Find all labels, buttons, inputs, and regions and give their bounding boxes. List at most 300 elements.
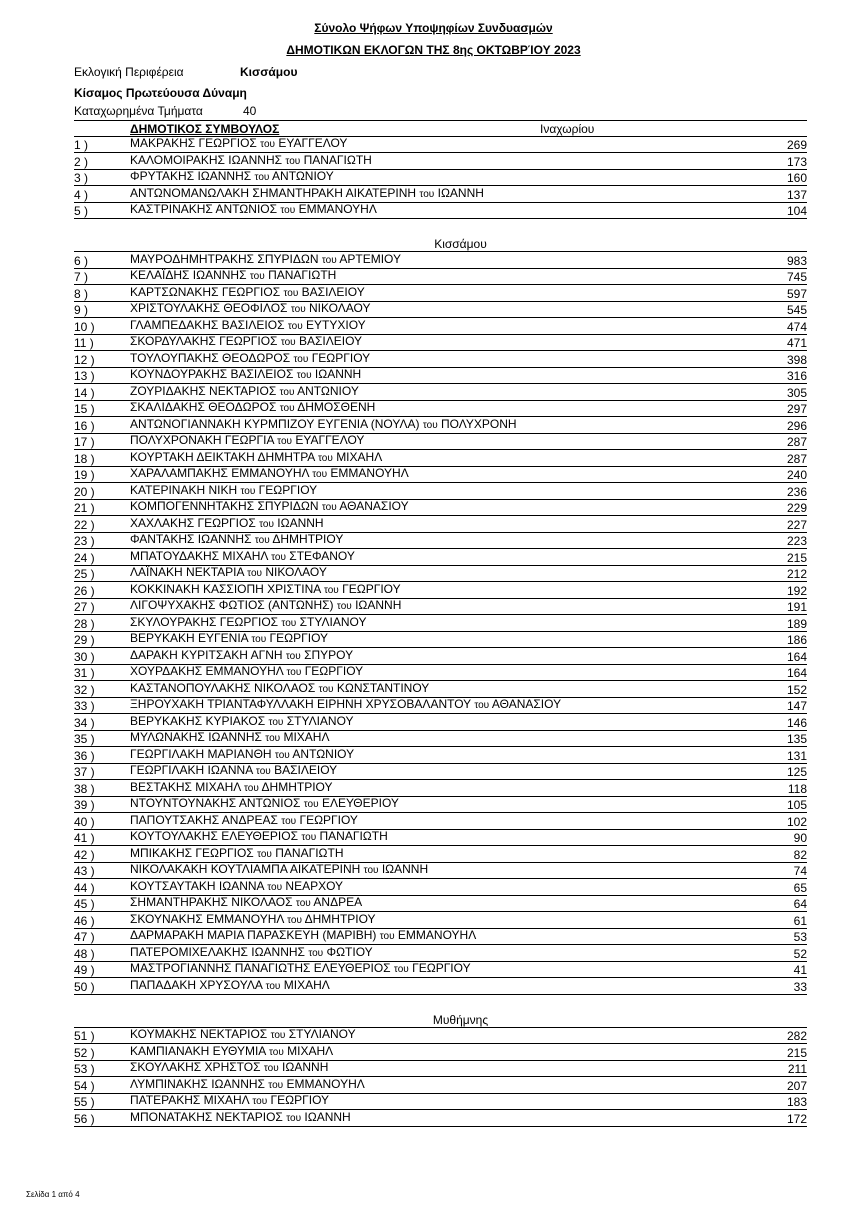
candidate-parent-name: ΕΜΜΑΝΟΥΗΛ	[330, 466, 409, 480]
row-number: 21 )	[74, 501, 95, 515]
row-number: 26 )	[74, 583, 95, 598]
candidate-name	[130, 334, 747, 350]
candidate-name	[130, 697, 747, 713]
patronymic-connector: του	[379, 931, 395, 942]
table-row	[74, 879, 807, 896]
candidate-name	[130, 301, 747, 317]
candidate-parent-name: ΣΤΥΛΙΑΝΟΥ	[299, 614, 367, 629]
patronymic-connector: του	[312, 469, 328, 480]
patronymic-connector: του	[280, 337, 296, 348]
candidate-name	[130, 681, 747, 697]
patronymic-connector: του	[308, 947, 324, 959]
candidate-name	[130, 978, 747, 994]
row-number: 48 )	[74, 946, 95, 961]
patronymic-connector: του	[321, 254, 337, 266]
region-value: Κισσάμου	[240, 65, 298, 79]
vote-count: 164	[786, 666, 807, 680]
candidate-surname-name: ΠΑΠΑΔΑΚΗ ΧΡΥΣΟΥΛΑ	[130, 977, 263, 992]
column-header: ΔΗΜΟΤΙΚΟΣ ΣΥΜΒΟΥΛΟΣ	[130, 121, 280, 136]
candidate-surname-name: ΤΟΥΛΟΥΠΑΚΗΣ ΘΕΟΔΩΡΟΣ	[130, 350, 291, 365]
candidate-name	[130, 417, 747, 433]
vote-count: 152	[786, 682, 807, 697]
candidate-surname-name: ΚΟΥΤΣΑΥΤΑΚΗ ΙΩΑΝΝΑ	[130, 878, 264, 893]
candidate-surname-name: ΒΕΡΥΚΑΚΗΣ ΚΥΡΙΑΚΟΣ	[130, 713, 266, 728]
table-row	[74, 450, 807, 467]
vote-count: 131	[786, 748, 807, 763]
vote-count: 90	[793, 831, 807, 845]
vote-count: 65	[793, 880, 807, 895]
candidate-surname-name: ΔΑΡΑΚΗ ΚΥΡΙΤΣΑΚΗ ΑΓΝΗ	[130, 647, 283, 662]
candidate-parent-name: ΕΜΜΑΝΟΥΗΛ	[298, 202, 377, 216]
table-row	[74, 830, 807, 847]
row-number: 36 )	[74, 748, 95, 763]
row-number: 49 )	[74, 963, 95, 977]
candidate-name	[130, 384, 747, 400]
candidate-surname-name: ΧΡΙΣΤΟΥΛΑΚΗΣ ΘΕΟΦΙΛΟΣ	[130, 301, 288, 315]
candidate-surname-name: ΚΕΛΑΪΔΗΣ ΙΩΑΝΝΗΣ	[130, 268, 247, 282]
candidate-name	[130, 367, 747, 383]
patronymic-connector: του	[321, 502, 337, 513]
candidate-name	[130, 664, 747, 680]
vote-count: 104	[786, 204, 807, 218]
table-row	[74, 417, 807, 434]
candidate-parent-name: ΑΘΑΝΑΣΙΟΥ	[339, 499, 409, 513]
table-row	[74, 912, 807, 929]
row-number: 35 )	[74, 732, 95, 746]
table-row	[74, 582, 807, 599]
candidate-surname-name: ΧΟΥΡΔΑΚΗΣ ΕΜΜΑΝΟΥΗΛ	[130, 664, 284, 678]
table-row	[74, 368, 807, 385]
candidate-parent-name: ΜΙΧΑΗΛ	[283, 977, 330, 992]
candidate-parent-name: ΓΕΩΡΓΙΟΥ	[304, 664, 364, 678]
row-number: 13 )	[74, 369, 95, 383]
table-row	[74, 269, 807, 286]
table-row	[74, 351, 807, 368]
row-number: 45 )	[74, 897, 95, 911]
candidate-parent-name: ΙΩΑΝΝΗ	[437, 185, 484, 200]
candidate-parent-name: ΓΕΩΡΓΙΟΥ	[412, 961, 471, 975]
vote-count: 207	[786, 1078, 807, 1093]
vote-count: 215	[786, 1045, 807, 1060]
candidate-surname-name: ΛΙΓΟΨΥΧΑΚΗΣ ΦΩΤΙΟΣ (ΑΝΤΩΝΗΣ)	[130, 598, 334, 612]
candidate-parent-name: ΕΥΑΓΓΕΛΟΥ	[278, 136, 348, 150]
candidate-parent-name: ΓΕΩΡΓΙΟΥ	[311, 350, 371, 365]
table-row	[74, 467, 807, 484]
vote-count: 223	[786, 534, 807, 548]
table-row	[74, 401, 807, 418]
candidate-name	[130, 582, 747, 598]
vote-count: 137	[786, 187, 807, 202]
candidate-parent-name: ΒΑΣΙΛΕΙΟΥ	[274, 763, 338, 777]
vote-count: 745	[786, 270, 807, 284]
patronymic-connector: του	[281, 617, 297, 629]
candidate-surname-name: ΜΥΛΩΝΑΚΗΣ ΙΩΑΝΝΗΣ	[130, 730, 262, 744]
row-number: 28 )	[74, 616, 95, 631]
candidate-parent-name: ΙΩΑΝΝΗ	[314, 367, 362, 381]
row-number: 4 )	[74, 187, 89, 202]
row-number: 53 )	[74, 1062, 95, 1076]
patronymic-connector: του	[257, 848, 272, 860]
table-row	[74, 186, 807, 203]
row-number: 19 )	[74, 468, 95, 482]
patronymic-connector: του	[336, 601, 352, 612]
vote-count: 102	[786, 814, 807, 829]
table-row	[74, 1061, 807, 1078]
candidate-surname-name: ΓΕΩΡΓΙΛΑΚΗ ΜΑΡΙΑΝΘΗ	[130, 746, 272, 761]
patronymic-connector: του	[295, 898, 311, 909]
candidate-name	[130, 879, 747, 895]
candidate-parent-name: ΠΑΝΑΓΙΩΤΗ	[303, 152, 372, 167]
row-number: 12 )	[74, 352, 95, 367]
patronymic-connector: του	[260, 139, 276, 150]
vote-count: 186	[786, 633, 807, 647]
vote-count: 236	[786, 484, 807, 499]
candidate-name	[130, 747, 747, 763]
patronymic-connector: του	[323, 584, 339, 596]
candidate-parent-name: ΔΗΜΗΤΡΙΟΥ	[261, 779, 333, 794]
document-title: Σύνολο Ψήφων Υποψηφίων Συνδυασμών	[314, 21, 553, 35]
vote-count: 229	[786, 501, 807, 515]
vote-count: 82	[793, 847, 807, 862]
vote-count: 398	[786, 352, 807, 367]
candidate-parent-name: ΙΩΑΝΝΗ	[304, 1109, 351, 1124]
candidate-surname-name: ΣΚΟΡΔΥΛΑΚΗΣ ΓΕΩΡΓΙΟΣ	[130, 334, 278, 348]
row-number: 31 )	[74, 666, 95, 680]
sections-label: Καταχωρημένα Τμήματα	[74, 104, 203, 118]
candidate-parent-name: ΜΙΧΑΗΛ	[283, 730, 330, 744]
patronymic-connector: του	[290, 304, 306, 315]
candidate-parent-name: ΠΑΝΑΓΙΩΤΗ	[275, 845, 344, 860]
patronymic-connector: του	[254, 172, 270, 183]
candidate-parent-name: ΠΑΝΑΓΙΩΤΗ	[319, 829, 388, 843]
candidate-name	[130, 252, 747, 268]
candidate-name	[130, 1060, 747, 1076]
candidate-surname-name: ΦΡΥΤΑΚΗΣ ΙΩΑΝΝΗΣ	[130, 169, 252, 183]
table-row	[74, 500, 807, 517]
candidate-parent-name: ΓΕΩΡΓΙΟΥ	[269, 631, 329, 645]
candidate-surname-name: ΛΥΜΠΙΝΑΚΗΣ ΙΩΑΝΝΗΣ	[130, 1076, 265, 1091]
candidate-surname-name: ΠΑΤΕΡΑΚΗΣ ΜΙΧΑΗΛ	[130, 1093, 250, 1107]
table-row	[74, 1077, 807, 1094]
vote-count: 192	[786, 583, 807, 598]
candidate-surname-name: ΧΑΡΑΛΑΜΠΑΚΗΣ ΕΜΜΑΝΟΥΗΛ	[130, 466, 309, 480]
candidate-surname-name: ΣΚΟΥΛΑΚΗΣ ΧΡΗΣΤΟΣ	[130, 1060, 261, 1074]
candidate-parent-name: ΠΟΛΥΧΡΟΝΗ	[441, 416, 517, 431]
candidate-parent-name: ΜΙΧΑΗΛ	[336, 449, 383, 464]
candidate-surname-name: ΣΗΜΑΝΤΗΡΑΚΗΣ ΝΙΚΟΛΑΟΣ	[130, 895, 293, 909]
candidate-name	[130, 153, 747, 169]
candidate-name	[130, 648, 747, 664]
table-row	[74, 797, 807, 814]
candidate-name	[130, 961, 747, 977]
row-number: 41 )	[74, 831, 95, 845]
patronymic-connector: του	[280, 205, 296, 216]
row-number: 39 )	[74, 798, 95, 812]
candidate-surname-name: ΑΝΤΩΝΟΜΑΝΩΛΑΚΗ ΣΗΜΑΝΤΗΡΑΚΗ ΑΙΚΑΤΕΡΙΝΗ	[130, 185, 417, 200]
vote-count: 41	[793, 963, 807, 977]
candidate-surname-name: ΜΠΙΚΑΚΗΣ ΓΕΩΡΓΙΟΣ	[130, 845, 254, 860]
candidate-parent-name: ΝΕΑΡΧΟΥ	[285, 878, 344, 893]
candidate-name	[130, 1110, 747, 1126]
row-number: 11 )	[74, 336, 94, 350]
row-number: 25 )	[74, 567, 95, 581]
table-row	[74, 863, 807, 880]
patronymic-connector: του	[265, 733, 281, 744]
candidate-parent-name: ΕΥΤΥΧΙΟΥ	[306, 317, 366, 332]
table-row	[74, 780, 807, 797]
table-row	[74, 698, 807, 715]
vote-count: 287	[786, 435, 807, 449]
row-number: 32 )	[74, 682, 95, 697]
patronymic-connector: του	[285, 155, 301, 167]
patronymic-connector: του	[285, 650, 301, 662]
candidate-surname-name: ΒΕΡΥΚΑΚΗ ΕΥΓΕΝΙΑ	[130, 631, 248, 645]
table-header-row	[74, 120, 807, 137]
district-name: Ιναχωρίου	[540, 121, 595, 136]
table-row	[74, 813, 807, 830]
candidate-name	[130, 1027, 747, 1043]
vote-count: 983	[786, 253, 807, 268]
patronymic-connector: του	[267, 881, 283, 893]
candidate-name	[130, 895, 747, 911]
candidate-parent-name: ΒΑΣΙΛΕΙΟΥ	[299, 334, 363, 348]
candidate-name	[130, 169, 747, 185]
table-row	[74, 896, 807, 913]
vote-count: 173	[786, 154, 807, 169]
candidate-name	[130, 136, 747, 152]
candidate-parent-name: ΑΝΔΡΕΑ	[313, 895, 363, 909]
patronymic-connector: του	[318, 683, 334, 695]
vote-count: 211	[787, 1062, 807, 1076]
patronymic-connector: του	[363, 865, 379, 876]
candidate-parent-name: ΑΡΤΕΜΙΟΥ	[339, 251, 401, 266]
vote-count: 164	[786, 649, 807, 664]
district-name: Μυθήμνης	[74, 995, 807, 1028]
candidate-name	[130, 516, 747, 532]
row-number: 52 )	[74, 1045, 95, 1060]
patronymic-connector: του	[244, 782, 259, 794]
vote-count: 74	[793, 864, 807, 878]
table-row	[74, 731, 807, 748]
vote-count: 597	[786, 286, 807, 301]
candidate-surname-name: ΜΑΥΡΟΔΗΜΗΤΡΑΚΗΣ ΣΠΥΡΙΔΩΝ	[130, 251, 319, 266]
patronymic-connector: του	[422, 419, 438, 431]
patronymic-connector: του	[318, 452, 333, 464]
candidate-name	[130, 400, 747, 416]
candidate-surname-name: ΜΠΟΝΑΤΑΚΗΣ ΝΕΚΤΑΡΙΟΣ	[130, 1109, 283, 1124]
candidate-surname-name: ΛΑΪΝΑΚΗ ΝΕΚΤΑΡΙΑ	[130, 565, 244, 579]
candidate-parent-name: ΚΩΝΣΤΑΝΤΙΝΟΥ	[336, 680, 430, 695]
row-number: 14 )	[74, 385, 95, 400]
table-row	[74, 929, 807, 946]
candidate-surname-name: ΠΑΤΕΡΟΜΙΧΕΛΑΚΗΣ ΙΩΑΝΝΗΣ	[130, 944, 305, 959]
table-row	[74, 747, 807, 764]
row-number: 29 )	[74, 633, 95, 647]
row-number: 9 )	[74, 303, 89, 317]
table-row	[74, 302, 807, 319]
row-number: 40 )	[74, 814, 95, 829]
row-number: 37 )	[74, 765, 95, 779]
vote-count: 227	[786, 517, 807, 532]
page-number: Σελίδα 1 από 4	[26, 1190, 80, 1199]
candidate-name	[130, 730, 747, 746]
row-number: 34 )	[74, 715, 95, 730]
table-row	[74, 978, 807, 995]
table-row	[74, 516, 807, 533]
table-row	[74, 318, 807, 335]
document-subtitle: ΔΗΜΟΤΙΚΩΝ ΕΚΛΟΓΩΝ ΤΗΣ 8ης ΟΚΤΩΒΡΊΟΥ 2023	[286, 43, 581, 57]
patronymic-connector: του	[293, 353, 309, 365]
table-row	[74, 648, 807, 665]
table-row	[74, 203, 807, 220]
row-number: 55 )	[74, 1095, 95, 1109]
row-number: 18 )	[74, 451, 95, 466]
party-name: Κίσαμος Πρωτεύουσα Δύναμη	[74, 86, 247, 100]
vote-count: 105	[786, 798, 807, 812]
row-number: 20 )	[74, 484, 95, 499]
candidate-surname-name: ΚΟΥΝΔΟΥΡΑΚΗΣ ΒΑΣΙΛΕΙΟΣ	[130, 367, 294, 381]
candidate-surname-name: ΚΑΡΤΣΩΝΑΚΗΣ ΓΕΩΡΓΙΟΣ	[130, 284, 281, 299]
row-number: 42 )	[74, 847, 95, 862]
table-row	[74, 945, 807, 962]
results-table	[74, 120, 807, 1127]
row-number: 43 )	[74, 864, 95, 878]
table-row	[74, 599, 807, 616]
patronymic-connector: του	[268, 1046, 284, 1058]
candidate-name	[130, 202, 747, 218]
candidate-name	[130, 615, 747, 631]
candidate-parent-name: ΝΙΚΟΛΑΟΥ	[265, 565, 327, 579]
candidate-surname-name: ΓΛΑΜΠΕΔΑΚΗΣ ΒΑΣΙΛΕΙΟΣ	[130, 317, 285, 332]
row-number: 8 )	[74, 286, 89, 301]
candidate-surname-name: ΚΟΥΜΑΚΗΣ ΝΕΚΤΑΡΙΟΣ	[130, 1027, 268, 1041]
table-row	[74, 1110, 807, 1127]
patronymic-connector: του	[254, 535, 270, 546]
patronymic-connector: του	[249, 271, 265, 282]
patronymic-connector: του	[251, 634, 267, 645]
candidate-surname-name: ΞΗΡΟΥΧΑΚΗ ΤΡΙΑΝΤΑΦΥΛΛΑΚΗ ΕΙΡΗΝΗ ΧΡΥΣΟΒΑΛΑΝΤΟΥ	[130, 697, 471, 711]
candidate-parent-name: ΣΠΥΡΟΥ	[304, 647, 354, 662]
row-number: 1 )	[74, 138, 89, 152]
candidate-name	[130, 186, 747, 202]
candidate-name	[130, 796, 747, 812]
patronymic-connector: του	[286, 1112, 302, 1124]
candidate-parent-name: ΕΜΜΑΝΟΥΗΛ	[286, 1076, 365, 1091]
vote-count: 287	[786, 451, 807, 466]
table-row	[74, 714, 807, 731]
table-row	[74, 533, 807, 550]
candidate-name	[130, 598, 747, 614]
table-row	[74, 153, 807, 170]
candidate-parent-name: ΣΤΥΛΙΑΝΟΥ	[288, 1027, 356, 1041]
patronymic-connector: του	[474, 700, 490, 711]
row-number: 7 )	[74, 270, 89, 284]
row-number: 16 )	[74, 418, 95, 433]
candidate-surname-name: ΚΟΥΡΤΑΚΗ ΔΕΙΚΤΑΚΗ ΔΗΜΗΤΡΑ	[130, 449, 315, 464]
candidate-name	[130, 945, 747, 961]
candidate-parent-name: ΣΤΕΦΑΝΟΥ	[289, 548, 355, 563]
table-row	[74, 335, 807, 352]
candidate-name	[130, 268, 747, 284]
row-number: 6 )	[74, 253, 89, 268]
table-row	[74, 1028, 807, 1045]
candidate-parent-name: ΓΕΩΡΓΙΟΥ	[299, 812, 358, 827]
row-number: 46 )	[74, 913, 95, 928]
candidate-name	[130, 1093, 747, 1109]
candidate-surname-name: ΒΕΣΤΑΚΗΣ ΜΙΧΑΗΛ	[130, 779, 241, 794]
row-number: 38 )	[74, 781, 95, 796]
table-row	[74, 681, 807, 698]
candidate-parent-name: ΕΛΕΥΘΕΡΙΟΥ	[321, 796, 399, 810]
candidate-surname-name: ΚΑΤΕΡΙΝΑΚΗ ΝΙΚΗ	[130, 482, 238, 497]
candidate-parent-name: ΦΩΤΙΟΥ	[326, 944, 373, 959]
row-number: 54 )	[74, 1078, 95, 1093]
vote-count: 545	[786, 303, 807, 317]
patronymic-connector: του	[287, 914, 302, 926]
candidate-surname-name: ΚΟΚΚΙΝΑΚΗ ΚΑΣΣΙΟΠΗ ΧΡΙΣΤΙΝΑ	[130, 581, 321, 596]
patronymic-connector: του	[419, 188, 435, 200]
candidate-name	[130, 714, 747, 730]
row-number: 50 )	[74, 979, 95, 994]
table-row	[74, 137, 807, 154]
table-row	[74, 764, 807, 781]
candidate-parent-name: ΣΤΥΛΙΑΝΟΥ	[286, 713, 354, 728]
table-row	[74, 285, 807, 302]
candidate-surname-name: ΚΑΣΤΑΝΟΠΟΥΛΑΚΗΣ ΝΙΚΟΛΑΟΣ	[130, 680, 316, 695]
candidate-surname-name: ΔΑΡΜΑΡΑΚΗ ΜΑΡΙΑ ΠΑΡΑΣΚΕΥΗ (ΜΑΡΙΒΗ)	[130, 928, 377, 942]
candidate-parent-name: ΝΙΚΟΛΑΟΥ	[309, 301, 371, 315]
vote-count: 118	[787, 781, 807, 796]
patronymic-connector: του	[279, 403, 295, 414]
vote-count: 296	[786, 418, 807, 433]
patronymic-connector: του	[247, 568, 263, 579]
vote-count: 269	[786, 138, 807, 152]
table-row	[74, 566, 807, 583]
region-label: Εκλογική Περιφέρεια	[74, 65, 184, 79]
table-row	[74, 615, 807, 632]
candidate-name	[130, 466, 747, 482]
table-row	[74, 1094, 807, 1111]
candidate-parent-name: ΕΜΜΑΝΟΥΗΛ	[397, 928, 477, 942]
candidate-name	[130, 532, 747, 548]
candidate-parent-name: ΕΥΑΓΓΕΛΟΥ	[295, 433, 365, 447]
patronymic-connector: του	[271, 551, 286, 563]
candidate-surname-name: ΠΑΠΟΥΤΣΑΚΗΣ ΑΝΔΡΕΑΣ	[130, 812, 278, 827]
candidate-surname-name: ΜΑΚΡΑΚΗΣ ΓΕΩΡΓΙΟΣ	[130, 136, 257, 150]
candidate-surname-name: ΚΟΜΠΟΓΕΝΝΗΤΑΚΗΣ ΣΠΥΡΙΔΩΝ	[130, 499, 319, 513]
row-number: 56 )	[74, 1111, 95, 1126]
candidate-name	[130, 928, 747, 944]
candidate-parent-name: ΒΑΣΙΛΕΙΟΥ	[301, 284, 365, 299]
candidate-surname-name: ΜΠΑΤΟΥΔΑΚΗΣ ΜΙΧΑΗΛ	[130, 548, 268, 563]
candidate-name	[130, 763, 747, 779]
table-row	[74, 632, 807, 649]
candidate-name	[130, 631, 747, 647]
candidate-parent-name: ΑΝΤΩΝΙΟΥ	[297, 383, 359, 398]
row-number: 17 )	[74, 435, 95, 449]
row-number: 47 )	[74, 930, 95, 944]
vote-count: 33	[793, 979, 807, 994]
candidate-parent-name: ΜΙΧΑΗΛ	[287, 1043, 334, 1058]
candidate-surname-name: ΠΟΛΥΧΡΟΝΑΚΗ ΓΕΩΡΓΙΑ	[130, 433, 274, 447]
table-row	[74, 962, 807, 979]
table-row	[74, 549, 807, 566]
candidate-parent-name: ΙΩΑΝΝΗ	[355, 598, 402, 612]
candidate-surname-name: ΜΑΣΤΡΟΓΙΑΝΝΗΣ ΠΑΝΑΓΙΩΤΗΣ ΕΛΕΥΘΕΡΙΟΣ	[130, 961, 391, 975]
district-name: Κισσάμου	[74, 219, 807, 252]
vote-count: 212	[786, 567, 807, 581]
candidate-parent-name: ΓΕΩΡΓΙΟΥ	[342, 581, 401, 596]
